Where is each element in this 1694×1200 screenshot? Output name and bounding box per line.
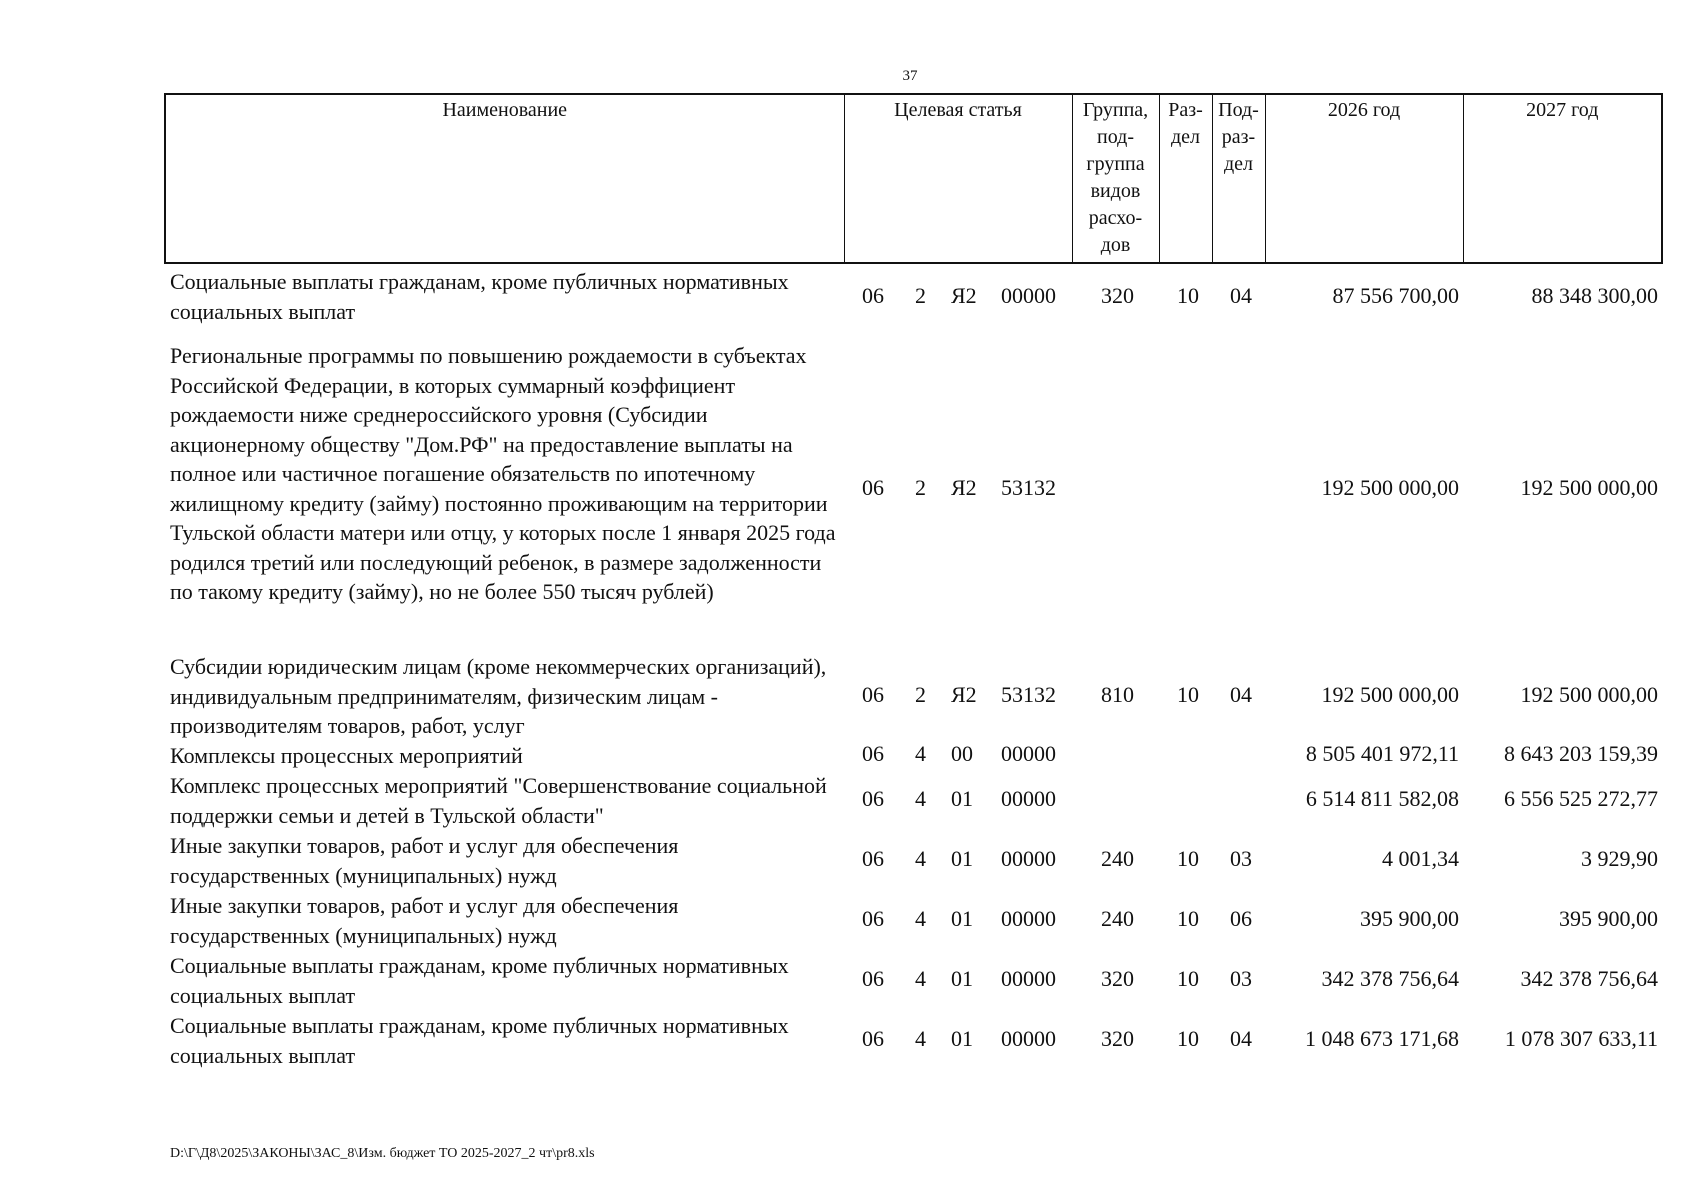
row-group: 810	[1101, 682, 1134, 707]
row-subsection: 06	[1230, 906, 1252, 931]
row-code-2: 4	[915, 741, 926, 766]
row-code-2: 4	[915, 966, 926, 991]
row-2026: 192 500 000,00	[1321, 475, 1459, 500]
row-2026: 395 900,00	[1360, 906, 1459, 931]
row-code-4: 00000	[1001, 846, 1056, 871]
row-name: Социальные выплаты гражданам, кроме публичных нормативных социальных выплат	[170, 269, 789, 324]
header-name: Наименование	[165, 94, 844, 263]
row-2027: 1 078 307 633,11	[1504, 1026, 1658, 1051]
row-code-1: 06	[862, 786, 884, 811]
row-code-2: 2	[915, 283, 926, 308]
row-code-2: 4	[915, 906, 926, 931]
row-subsection: 04	[1230, 283, 1252, 308]
row-code-3: 01	[951, 786, 973, 811]
table-row	[164, 1011, 1661, 1071]
row-code-1: 06	[862, 846, 884, 871]
table-row	[164, 831, 1661, 891]
row-code-4: 00000	[1001, 966, 1056, 991]
row-name: Социальные выплаты гражданам, кроме публичных нормативных социальных выплат	[170, 953, 789, 1008]
table-row	[164, 741, 1661, 771]
row-name: Комплексы процессных мероприятий	[170, 743, 523, 768]
row-code-1: 06	[862, 1026, 884, 1051]
row-name: Социальные выплаты гражданам, кроме публичных нормативных социальных выплат	[170, 1013, 789, 1068]
row-code-4: 00000	[1001, 786, 1056, 811]
row-subsection: 04	[1230, 1026, 1252, 1051]
row-code-2: 4	[915, 846, 926, 871]
row-2026: 6 514 811 582,08	[1305, 786, 1459, 811]
row-2026: 192 500 000,00	[1321, 682, 1459, 707]
row-2026: 342 378 756,64	[1321, 966, 1459, 991]
table-row	[164, 341, 1661, 641]
table-row	[164, 771, 1661, 831]
row-group: 320	[1101, 966, 1134, 991]
row-2026: 4 001,34	[1382, 846, 1459, 871]
row-code-4: 00000	[1001, 283, 1056, 308]
row-2027: 342 378 756,64	[1520, 966, 1658, 991]
row-group: 320	[1101, 1026, 1134, 1051]
row-code-3: Я2	[951, 475, 977, 500]
table-row	[164, 951, 1661, 1011]
row-group: 240	[1101, 846, 1134, 871]
row-section: 10	[1177, 906, 1199, 931]
row-subsection: 03	[1230, 966, 1252, 991]
row-name: Иные закупки товаров, работ и услуг для обеспечения государственных (муниципальных) нужд	[170, 893, 679, 948]
row-code-4: 53132	[1001, 475, 1056, 500]
row-2026: 8 505 401 972,11	[1305, 741, 1459, 766]
row-code-2: 2	[915, 682, 926, 707]
table-header	[164, 93, 1663, 264]
row-2027: 192 500 000,00	[1520, 475, 1658, 500]
row-code-3: 00	[951, 741, 973, 766]
row-group: 320	[1101, 283, 1134, 308]
row-code-4: 00000	[1001, 1026, 1056, 1051]
row-code-2: 4	[915, 1026, 926, 1051]
row-name: Иные закупки товаров, работ и услуг для обеспечения государственных (муниципальных) нужд	[170, 833, 679, 888]
row-2027: 8 643 203 159,39	[1504, 741, 1658, 766]
row-subsection: 04	[1230, 682, 1252, 707]
row-name: Субсидии юридическим лицам (кроме некоммерческих организаций), индивидуальным предпринимателям, физическим лицам - производителям товаров, работ, услуг	[170, 654, 827, 738]
row-code-1: 06	[862, 741, 884, 766]
row-name: Комплекс процессных мероприятий "Совершенствование социальной поддержки семьи и детей в Тульской области"	[170, 773, 827, 828]
row-code-4: 00000	[1001, 741, 1056, 766]
row-code-3: 01	[951, 1026, 973, 1051]
header-section: Раз- дел	[1159, 94, 1212, 263]
row-2027: 395 900,00	[1559, 906, 1658, 931]
row-2026: 87 556 700,00	[1332, 283, 1459, 308]
row-2026: 1 048 673 171,68	[1305, 1026, 1459, 1051]
row-code-1: 06	[862, 283, 884, 308]
footer-file-path: D:\Г\Д8\2025\ЗАКОНЫ\ЗАС_8\Изм. бюджет ТО 2025-2027_2 чт\pr8.xls	[170, 1146, 595, 1161]
row-code-3: Я2	[951, 283, 977, 308]
row-section: 10	[1177, 966, 1199, 991]
row-code-2: 2	[915, 475, 926, 500]
row-code-1: 06	[862, 966, 884, 991]
page-number: 37	[902, 68, 918, 84]
row-2027: 6 556 525 272,77	[1504, 786, 1658, 811]
row-code-2: 4	[915, 786, 926, 811]
row-code-3: 01	[951, 906, 973, 931]
header-year-2027: 2027 год	[1463, 94, 1662, 263]
row-2027: 88 348 300,00	[1531, 283, 1658, 308]
header-group: Группа, под- группа видов расхо- дов	[1072, 94, 1159, 263]
table-row	[164, 652, 1661, 742]
table-row	[164, 267, 1661, 326]
row-subsection: 03	[1230, 846, 1252, 871]
row-code-4: 00000	[1001, 906, 1056, 931]
row-section: 10	[1177, 846, 1199, 871]
row-2027: 3 929,90	[1581, 846, 1658, 871]
row-section: 10	[1177, 1026, 1199, 1051]
row-group: 240	[1101, 906, 1134, 931]
header-target-article: Целевая статья	[844, 94, 1072, 263]
header-year-2026: 2026 год	[1265, 94, 1463, 263]
row-code-1: 06	[862, 682, 884, 707]
row-code-1: 06	[862, 475, 884, 500]
row-code-1: 06	[862, 906, 884, 931]
row-code-3: 01	[951, 966, 973, 991]
row-code-3: Я2	[951, 682, 977, 707]
row-section: 10	[1177, 283, 1199, 308]
row-2027: 192 500 000,00	[1520, 682, 1658, 707]
row-code-3: 01	[951, 846, 973, 871]
header-subsection: Под- раз- дел	[1212, 94, 1265, 263]
row-code-4: 53132	[1001, 682, 1056, 707]
row-section: 10	[1177, 682, 1199, 707]
row-name: Региональные программы по повышению рождаемости в субъектах Российской Федерации, в которых суммарный коэффициент рождаемости ниже среднероссийского уровня (Субсидии акционерному обществу "Дом.РФ" на предоставление выплаты на полное или частичное погашение обязательств по ипотечному жилищному кредиту (займу) постоянно проживающим на территории Тульской области матери или отцу, у которых после 1 января 2025 года родился третий или последующий ребенок, в размере задолженности по такому кредиту (займу), но не более 550 тысяч рублей)	[170, 343, 836, 604]
table-row	[164, 891, 1661, 951]
